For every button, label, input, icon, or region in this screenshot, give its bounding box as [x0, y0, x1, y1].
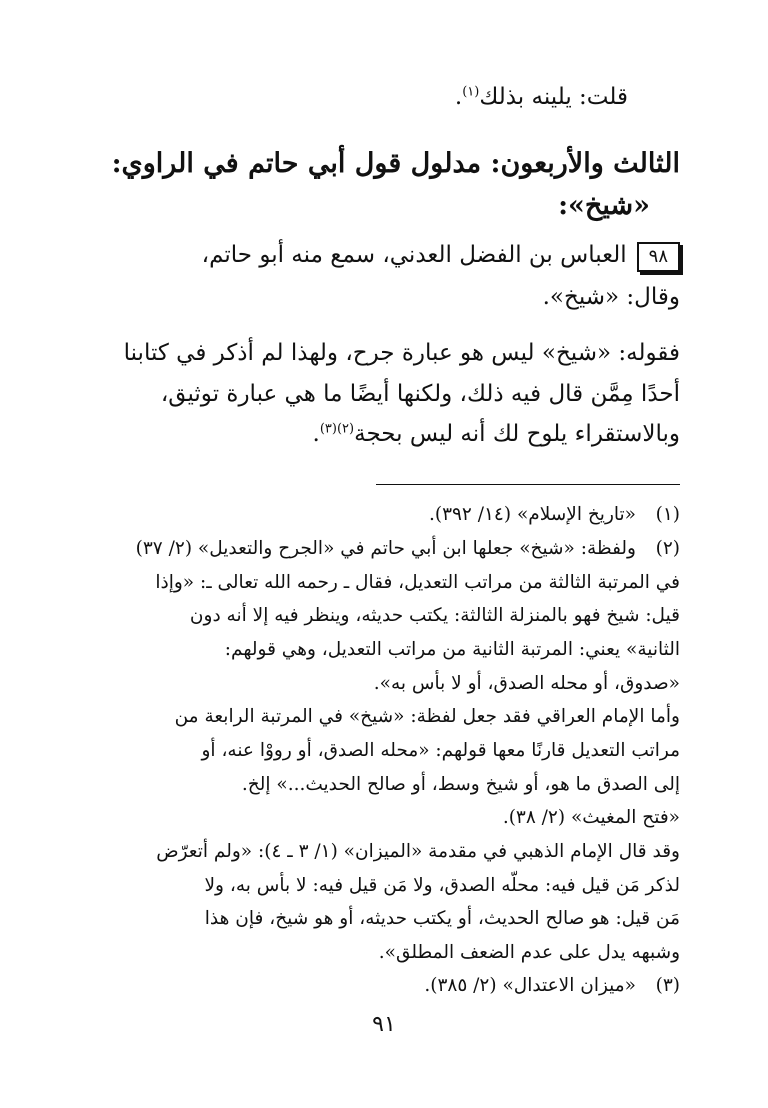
- intro-end: .: [454, 84, 463, 110]
- footnote-2-line: «فتح المغيث» (٢/ ٣٨).: [502, 807, 680, 828]
- comment-line1: فقوله: «شيخ» ليس هو عبارة جرح، ولهذا لم أذكر في كتابنا: [123, 340, 680, 366]
- entry-line2: وقال: «شيخ».: [542, 284, 680, 310]
- page-number: ٩١: [372, 1012, 396, 1037]
- footnote-ref-1: (١): [462, 84, 480, 100]
- comment-end: .: [312, 421, 320, 447]
- footnote-refs-2-3: (٢)(٣): [319, 421, 355, 437]
- footnote-2-line: وقد قال الإمام الذهبي في مقدمة «الميزان» (١/ ٣ ـ ٤): «ولم أتعرّض: [156, 841, 680, 862]
- footnote-2-line: ولفظة: «شيخ» جعلها ابن أبي حاتم في «الجرح والتعديل» (٢/ ٣٧): [135, 538, 636, 559]
- footnote-2-line: وشبهه يدل على عدم الضعف المطلق».: [378, 942, 680, 963]
- footnote-2-line: قيل: شيخ فهو بالمنزلة الثالثة: يكتب حديثه، وينظر فيه إلا أنه دون: [189, 605, 680, 626]
- footnote-2-line: مَن قيل: هو صالح الحديث، أو يكتب حديثه، أو هو شيخ، فإن هذا: [204, 908, 680, 929]
- footnote-2-line: «صدوق، أو محله الصدق، أو لا بأس به».: [373, 673, 680, 694]
- footnote-2-line: الثانية» يعني: المرتبة الثانية من مراتب التعديل، وهي قولهم:: [224, 639, 680, 660]
- footnote-1-marker: (١): [655, 504, 680, 525]
- footnote-divider: [376, 484, 680, 485]
- footnote-2-line: لذكر مَن قيل فيه: محلّه الصدق، ولا مَن قيل فيه: لا بأس به، ولا: [204, 875, 680, 896]
- comment-text-line3: وبالاستقراء يلوح لك أنه ليس بحجة: [354, 421, 680, 447]
- footnote-3-text: «ميزان الاعتدال» (٢/ ٣٨٥).: [424, 975, 636, 996]
- footnote-3-marker: (٣): [655, 975, 680, 996]
- entry-number-box: ٩٨: [637, 242, 680, 272]
- footnote-2-marker: (٢): [655, 538, 680, 559]
- section-heading-line2: «شيخ»:: [558, 190, 650, 221]
- footnote-2-line: في المرتبة الثالثة من مراتب التعديل، فقال ـ رحمه الله تعالى ـ: «وإذا: [155, 572, 680, 593]
- intro-line: [455, 84, 628, 110]
- comment-line3: [313, 421, 680, 447]
- intro-text: قلت: يلينه بذلك: [479, 84, 628, 110]
- entry-line1: [202, 242, 680, 272]
- section-heading-line1: الثالث والأربعون: مدلول قول أبي حاتم في الراوي:: [111, 148, 680, 179]
- footnote-2-line: وأما الإمام العراقي فقد جعل لفظة: «شيخ» في المرتبة الرابعة من: [174, 706, 680, 727]
- footnote-2-line: مراتب التعديل قارنًا معها قولهم: «محله الصدق، أو رووْا عنه، أو: [201, 740, 680, 761]
- footnote-2-line: إلى الصدق ما هو، أو شيخ وسط، أو صالح الحديث...» إلخ.: [241, 774, 680, 795]
- footnote-1-text: «تاريخ الإسلام» (١٤/ ٣٩٢).: [428, 504, 636, 525]
- comment-line2: أحدًا مِمَّن قال فيه ذلك، ولكنها أيضًا ما هي عبارة توثيق،: [160, 381, 680, 407]
- entry-text-line1: العباس بن الفضل العدني، سمع منه أبو حاتم،: [201, 242, 627, 268]
